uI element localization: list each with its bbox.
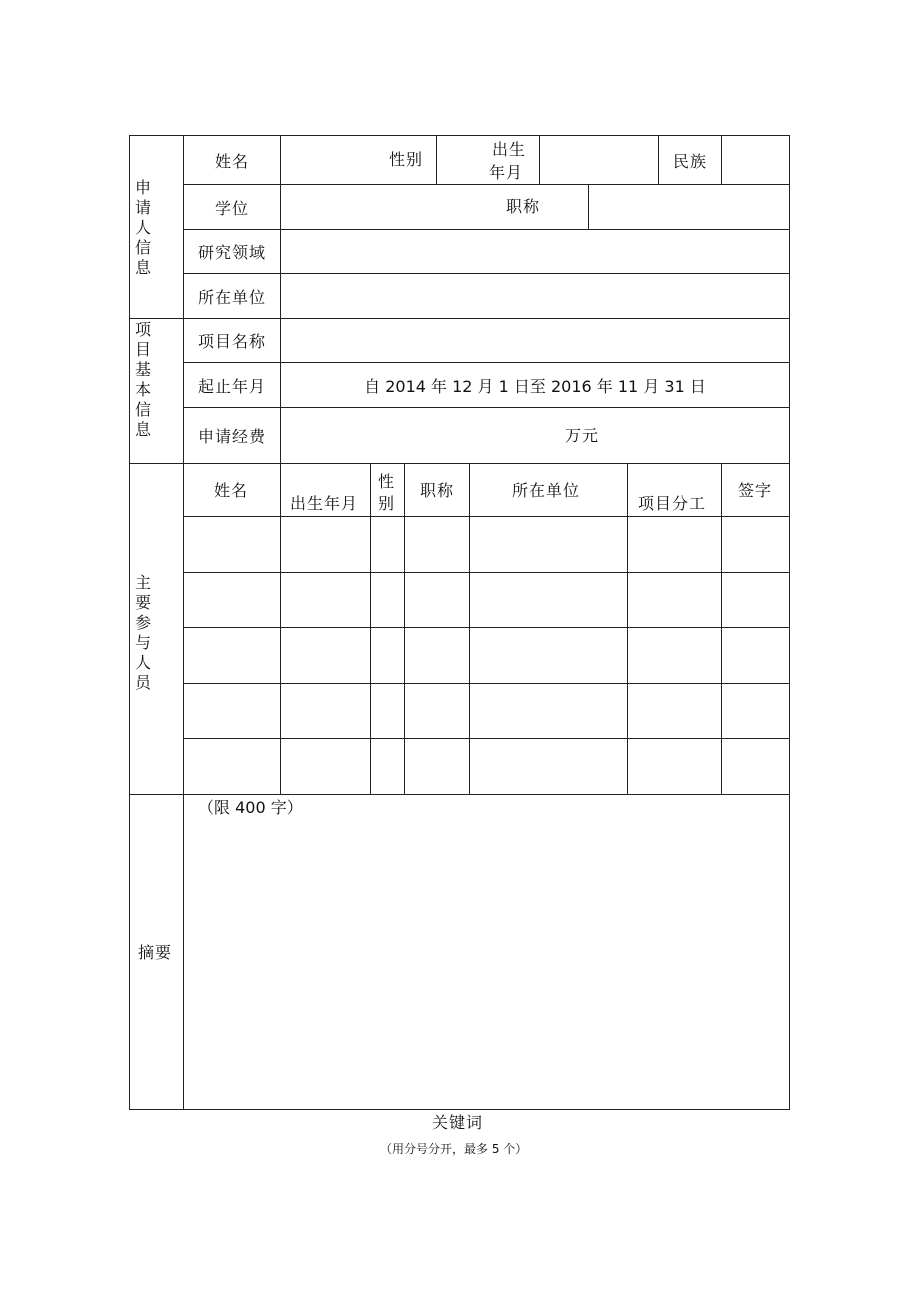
members-header-gender-2: 别: [378, 494, 396, 513]
applicant-unit-field[interactable]: [281, 274, 789, 318]
members-header-gender-1: 性: [378, 472, 396, 491]
member-row-4[interactable]: [184, 684, 789, 738]
table-border-left: [129, 135, 130, 1110]
applicant-name-field[interactable]: [281, 136, 381, 184]
abstract-hint: （限 400 字）: [198, 798, 303, 817]
project-name-field[interactable]: [281, 319, 789, 362]
abstract-section-label: 摘要: [138, 943, 173, 962]
table-border-bottom: [129, 1109, 790, 1110]
project-period-label: 起止年月: [197, 376, 266, 396]
applicant-unit-label: 所在单位: [197, 287, 266, 307]
applicant-ethnicity-field[interactable]: [722, 136, 789, 184]
members-header-role: 项目分工: [638, 494, 707, 513]
keywords-title: 关键词: [432, 1113, 484, 1132]
applicant-section-label: 申 请 人 信 息: [134, 178, 151, 277]
members-section-label: 主 要 参 与 人 员: [134, 573, 151, 692]
project-section-label: 项 目 基 本 信 息: [134, 320, 151, 439]
member-row-1[interactable]: [184, 517, 789, 572]
keywords-hint: （用分号分开，最多 5 个）: [380, 1142, 528, 1156]
members-header-title: 职称: [420, 481, 455, 500]
member-row-5[interactable]: [184, 739, 789, 794]
section-line: [129, 463, 790, 464]
members-header-unit: 所在单位: [512, 481, 581, 500]
applicant-name-label: 姓名: [214, 151, 249, 171]
applicant-birth-field[interactable]: [540, 136, 658, 184]
member-row-2[interactable]: [184, 573, 789, 627]
project-funding-field[interactable]: [281, 408, 561, 463]
members-header-birth: 出生年月: [290, 494, 359, 513]
table-border-right: [789, 135, 790, 1110]
applicant-gender-label: 性别: [389, 150, 424, 169]
project-funding-unit: 万元: [565, 426, 600, 445]
applicant-field-input[interactable]: [281, 230, 789, 273]
project-period-value[interactable]: 自 2014 年 12 月 1 日至 2016 年 11 月 31 日: [364, 376, 706, 396]
applicant-birth-label-1: 出生: [492, 140, 527, 159]
members-header-name: 姓名: [214, 481, 249, 500]
col-line: [436, 135, 437, 184]
applicant-field-label: 研究领域: [197, 243, 266, 262]
abstract-textarea[interactable]: [184, 820, 789, 1108]
applicant-birth-label-2: 年月: [489, 163, 524, 182]
project-name-label: 项目名称: [197, 332, 266, 351]
members-header-sign: 签字: [738, 481, 773, 500]
applicant-title-label: 职称: [506, 197, 541, 216]
applicant-ethnicity-label: 民族: [672, 151, 707, 171]
applicant-title-field[interactable]: [589, 185, 789, 229]
section-line: [129, 794, 790, 795]
applicant-degree-field[interactable]: [281, 185, 501, 229]
member-row-3[interactable]: [184, 628, 789, 683]
project-funding-label: 申请经费: [197, 427, 266, 446]
applicant-degree-label: 学位: [214, 198, 249, 218]
